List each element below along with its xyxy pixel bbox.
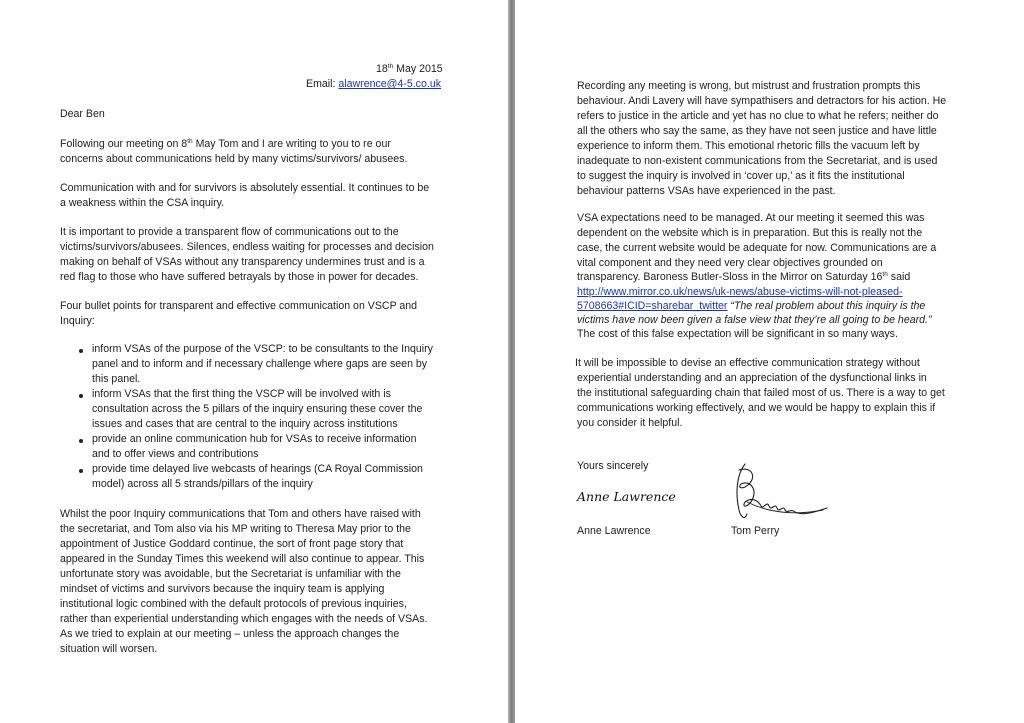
email-label: Email: (306, 78, 339, 90)
bullet-line: provide time delayed live webcasts of hearings (CA Royal Commission (92, 463, 423, 475)
paragraph-line: experience to inform them. This emotional rhetoric fills the vacuum left by (577, 140, 920, 152)
paragraph-line: Four bullet points for transparent and effective communication on VSCP and (60, 300, 418, 312)
bullet-line: this panel. (92, 373, 141, 385)
bullet-dot (79, 394, 83, 398)
quote-text: “The real problem about this inquiry is the (727, 300, 926, 312)
paragraph-line: Communication with and for survivors is absolutely essential. It continues to be (60, 182, 430, 194)
paragraph-line: The cost of this false expectation will be significant in so many ways. (577, 328, 898, 340)
bullet-line: issues and cases that are central to the inquiry across institutions (92, 418, 398, 430)
bullet-line: provide an online communication hub for VSAs to receive information (92, 433, 417, 445)
paragraph-line: Following our meeting on 8th May Tom and I are writing to you to re our (60, 138, 391, 150)
quote-text: victims have now been given a false view that they’re all going to be heard.” (577, 314, 932, 326)
paragraph-line: It is important to provide a transparent flow of communications out to the (60, 226, 399, 238)
bullet-line: inform VSAs that the first thing the VSCP will be involved with is (92, 388, 391, 400)
closing: Yours sincerely (577, 460, 649, 472)
bullet-line: consultation across the 5 pillars of the inquiry ensuring these cover the (92, 403, 423, 415)
paragraph-line: situation will worsen. (60, 643, 158, 655)
paragraph-line: behaviour patterns VSAs have experienced in the past. (577, 185, 836, 197)
paragraph-line: case, the current website would be adequate for now. Communications are a (577, 242, 937, 254)
bullet-dot (79, 349, 83, 353)
paragraph-line: dependent on the website which is in preparation. But this is really not the (577, 227, 923, 239)
paragraph-line: experiential understanding and an appreciation of the dysfunctional links in (577, 372, 927, 384)
letter-page-right (515, 0, 1024, 723)
bullet-line: model) across all 5 strands/pillars of the inquiry (92, 478, 313, 490)
paragraph-line: red flag to those who have suffered betrayals by those in power for decades. (60, 271, 419, 283)
paragraph-line: vital component and they need very clear objectives grounded on (577, 257, 883, 269)
paragraph-line: all the others who say the same, as they have not seen justice and have little (577, 125, 937, 137)
mirror-article-link-cont[interactable]: 5708663#ICID=sharebar_twitter (577, 300, 728, 312)
paragraph-line: to suggest the inquiry is involved in ‘cover up,’ as it fits the institutional (577, 170, 905, 182)
paragraph-line: appeared in the Sunday Times this weekend will also continue to appear. This (60, 553, 425, 565)
paragraph-line: It will be impossible to devise an effective communication strategy without (575, 357, 920, 369)
paragraph-line: As we tried to explain at our meeting – unless the approach changes the (60, 628, 400, 640)
paragraph-line: a weakness within the CSA inquiry. (60, 197, 225, 209)
paragraph-line: behaviour. Andi Lavery will have sympathisers and detractors for his action. He (577, 95, 947, 107)
bullet-dot (79, 469, 83, 473)
signatory-name-anne: Anne Lawrence (577, 525, 651, 537)
letter-page-left (0, 0, 508, 723)
paragraph-line: inadequate to non-existent communications from the Secretariat, and is used (577, 155, 938, 167)
paragraph-line: Whilst the poor Inquiry communications that Tom and others have raised with (60, 508, 421, 520)
signatory-name-tom: Tom Perry (731, 525, 780, 537)
paragraph-line: Inquiry: (60, 315, 95, 327)
email-link[interactable]: alawrence@4-5.co.uk (338, 78, 442, 90)
paragraph-line: concerns about communications held by many victims/survivors/ abusees. (60, 153, 408, 165)
letter-date: 18th May 2015 (376, 63, 443, 75)
paragraph-line: mindset of victims and survivors because the inquiry team is applying (60, 583, 385, 595)
paragraph-line: unfortunate story was avoidable, but the Secretariat is unfamiliar with the (60, 568, 401, 580)
paragraph-line (577, 299, 925, 314)
signature-anne: Anne Lawrence (577, 489, 676, 504)
bullet-line: inform VSAs of the purpose of the VSCP: to be consultants to the Inquiry (92, 343, 433, 355)
salutation: Dear Ben (60, 108, 105, 120)
paragraph-line: appointment of Justice Goddard continue, the sort of front page story that (60, 538, 404, 550)
paragraph-line: communications working effectively, and we would be happy to explain this if (577, 402, 936, 414)
email-line (306, 77, 441, 92)
paragraph-line: victims/survivors/abusees. Silences, endless waiting for processes and decision (60, 241, 434, 253)
mirror-article-link[interactable]: http://www.mirror.co.uk/news/uk-news/abuse-victims-will-not-pleased- (577, 286, 903, 298)
paragraph-line: the institutional safeguarding chain that failed most of us. There is a way to get (577, 387, 945, 399)
page-divider (508, 0, 515, 723)
paragraph-line: making on behalf of VSAs without any transparency undermines trust and is a (60, 256, 425, 268)
bullet-dot (79, 439, 83, 443)
paragraph-line: the secretariat, and Tom also via his MP writing to Theresa May prior to the (60, 523, 411, 535)
paragraph-line: rather than experiential understanding which engages with the needs of VSAs. (60, 613, 428, 625)
paragraph-line: institutional logic combined with the default protocols of previous inquiries, (60, 598, 407, 610)
paragraph-line: transparency. Baroness Butler-Sloss in the Mirror on Saturday 16th said (577, 271, 911, 283)
bullet-line: and to offer views and contributions (92, 448, 259, 460)
paragraph-line: Recording any meeting is wrong, but mistrust and frustration prompts this (577, 80, 921, 92)
paragraph-line: VSA expectations need to be managed. At our meeting it seemed this was (577, 212, 925, 224)
paragraph-line: refers to justice in the article and yet has no clue to what he refers; neither do (577, 110, 939, 122)
signature-tom (723, 462, 833, 532)
bullet-line: panel and to inform and if necessary challenge where gaps are seen by (92, 358, 428, 370)
paragraph-line: you consider it helpful. (577, 417, 683, 429)
